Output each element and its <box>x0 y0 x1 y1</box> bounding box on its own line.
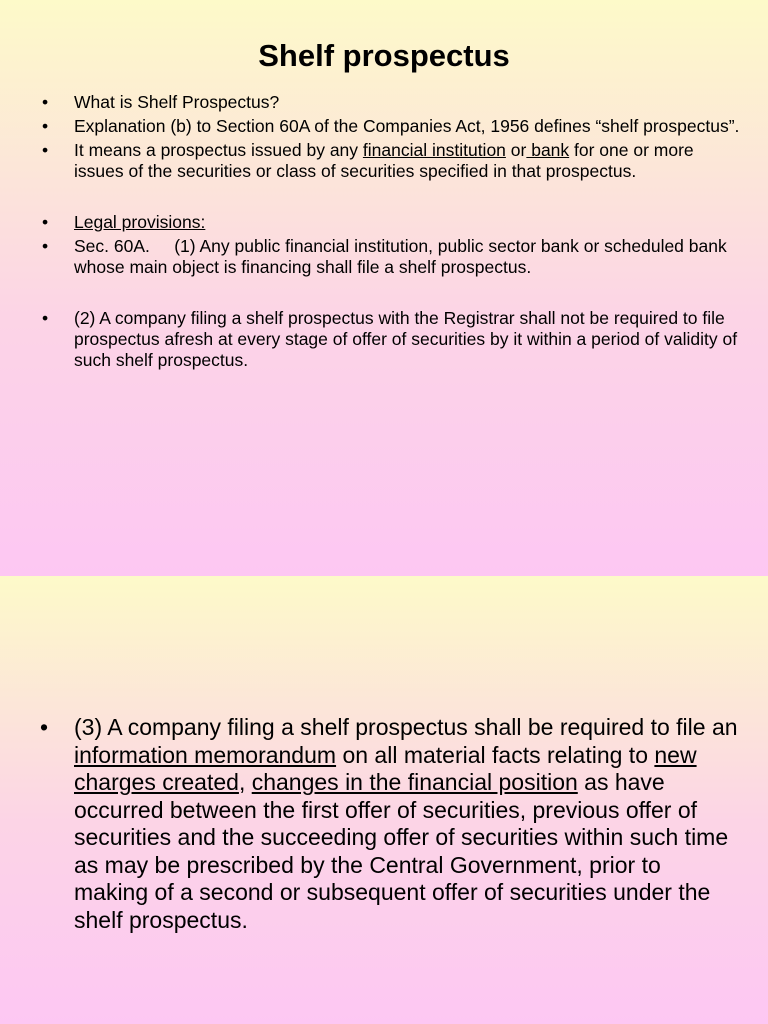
text-segment: for one or more issues of the securities or class of securities specified in that prospectus. <box>74 140 694 181</box>
bullet-list <box>42 92 742 374</box>
bullet-icon: • <box>42 236 49 256</box>
text-segment: , <box>238 769 252 795</box>
text-segment: It means a prospectus issued by any <box>74 140 363 160</box>
text-segment: or <box>505 140 527 160</box>
text-segment: on all material facts relating to <box>336 741 655 768</box>
bullet-icon: • <box>42 308 49 328</box>
slide-title: Shelf prospectus <box>258 38 510 73</box>
list-item <box>40 714 740 934</box>
text-segment: (3) A company filing a shelf prospectus shall be required to file an <box>74 714 738 740</box>
text-segment: as have occurred between the first offer of securities, previous offer of securities and the succeeding offer of securities within such time as may be prescribed by the Central Government, prior to making of a second or subsequent offer of securities under the shelf prospectus. <box>74 769 729 933</box>
link-changes-financial-position[interactable]: changes in the financial position <box>251 769 578 795</box>
bullet-text <box>74 140 694 181</box>
list-item <box>42 140 742 182</box>
bullet-icon: • <box>42 92 49 112</box>
bullet-text: Explanation (b) to Section 60A of the Companies Act, 1956 defines “shelf prospectus”. <box>74 116 740 136</box>
bullet-text: What is Shelf Prospectus? <box>74 92 280 112</box>
list-item <box>42 236 742 278</box>
slide-2 <box>0 576 768 1024</box>
bullet-text: (2) A company filing a shelf prospectus with the Registrar shall not be required to file prospectus afresh at every stage of offer of securities by it within a period of validity of such shelf prospectus. <box>74 308 738 370</box>
bullet-icon: • <box>42 140 49 160</box>
bullet-list <box>40 714 740 934</box>
list-item <box>42 92 742 113</box>
list-item <box>42 308 742 371</box>
link-bank[interactable]: bank <box>526 140 570 160</box>
bullet-icon: • <box>42 116 49 136</box>
list-item <box>42 116 742 137</box>
link-financial-institution[interactable]: financial institution <box>362 140 506 160</box>
link-new-charges-created[interactable]: new charges created <box>74 741 697 795</box>
bullet-text <box>74 714 738 933</box>
bullet-icon: • <box>42 212 49 232</box>
link-legal-provisions[interactable]: Legal provisions: <box>74 212 206 232</box>
link-information-memorandum[interactable]: information memorandum <box>74 741 337 768</box>
bullet-text: Sec. 60A. (1) Any public financial institution, public sector bank or scheduled bank whose main object is financing shall file a shelf prospectus. <box>74 236 727 277</box>
bullet-icon: • <box>40 714 49 740</box>
list-item <box>42 212 742 233</box>
